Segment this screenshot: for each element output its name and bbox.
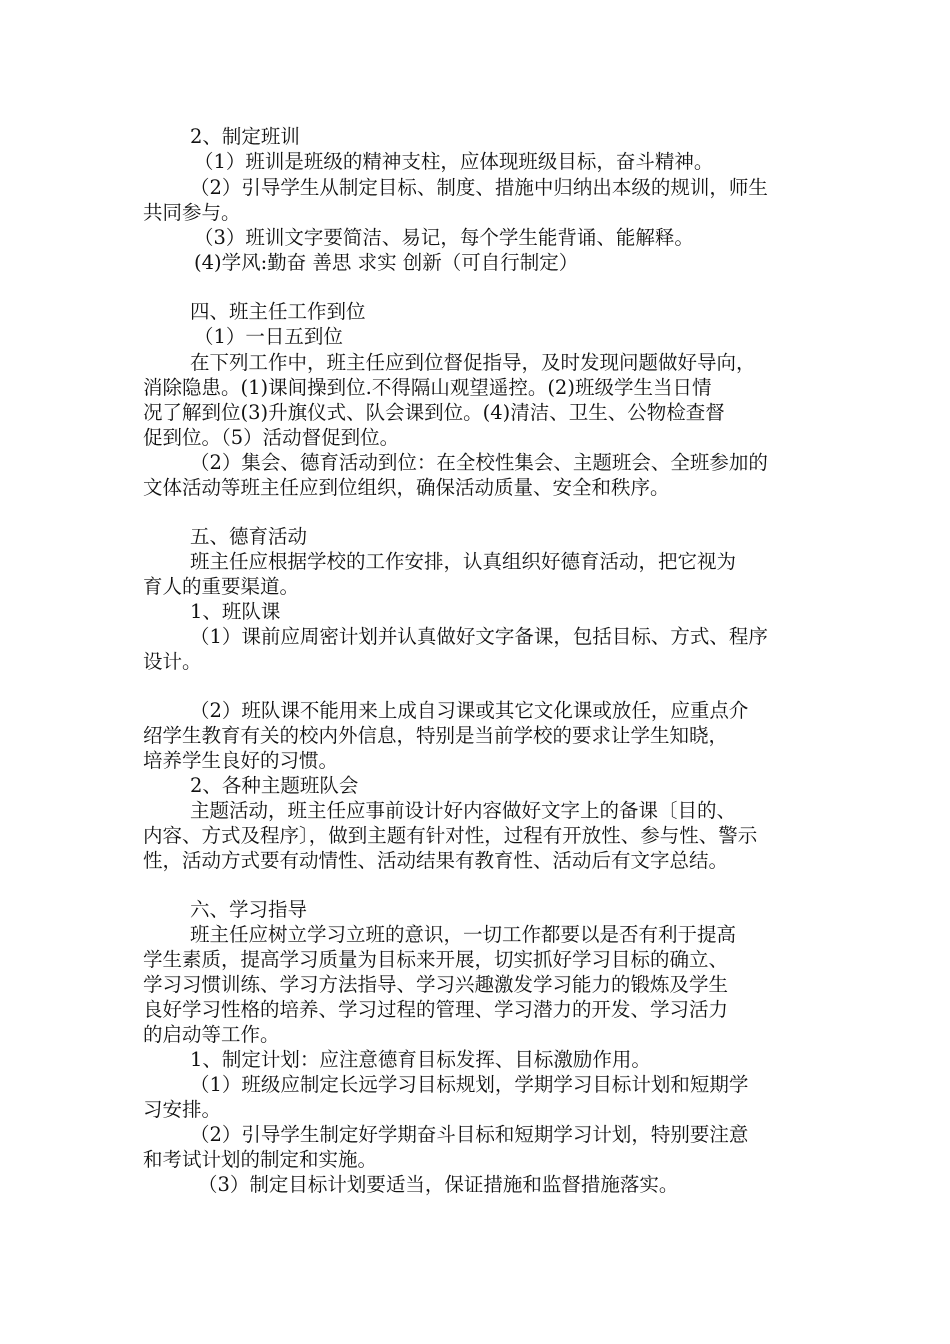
subheading-make-plan: 1、制定计划：应注意德育目标发挥、目标激励作用。: [190, 1048, 651, 1071]
paragraph-line: 内容、方式及程序〕，做到主题有针对性，过程有开放性、参与性、警示: [143, 824, 758, 847]
section-heading-4: 四、班主任工作到位: [190, 300, 366, 323]
section-heading-5: 五、德育活动: [190, 525, 308, 548]
paragraph-line: (4)学风:勤奋 善思 求实 创新（可自行制定）: [194, 251, 579, 274]
paragraph-line: 共同参与。: [143, 201, 241, 224]
paragraph-line: （2）集会、德育活动到位：在全校性集会、主题班会、全班参加的: [190, 451, 768, 474]
paragraph-line: 的启动等工作。: [143, 1023, 280, 1046]
paragraph-line: （1）班级应制定长远学习目标规划，学期学习目标计划和短期学: [190, 1073, 749, 1096]
paragraph-line: 培养学生良好的习惯。: [143, 749, 339, 772]
section-heading-6: 六、学习指导: [190, 898, 308, 921]
paragraph-line: 班主任应树立学习立班的意识，一切工作都要以是否有利于提高: [190, 923, 737, 946]
paragraph-line: （2）引导学生制定好学期奋斗目标和短期学习计划，特别要注意: [190, 1123, 749, 1146]
heading-class-motto: 2、制定班训: [190, 125, 300, 148]
paragraph-line: （1）一日五到位: [194, 325, 343, 348]
paragraph-line: （3）制定目标计划要适当，保证措施和监督措施落实。: [198, 1173, 679, 1196]
paragraph-line: 学习习惯训练、学习方法指导、学习兴趣激发学习能力的锻炼及学生: [143, 973, 729, 996]
paragraph-line: 况了解到位(3)升旗仪式、队会课到位。(4)清洁、卫生、公物检查督: [143, 401, 725, 424]
subheading-theme-meeting: 2、各种主题班队会: [190, 774, 359, 797]
paragraph-line: 性，活动方式要有动情性、活动结果有教育性、活动后有文字总结。: [143, 849, 729, 872]
paragraph-line: （3）班训文字要简洁、易记，每个学生能背诵、能解释。: [194, 226, 694, 249]
paragraph-line: 文体活动等班主任应到位组织，确保活动质量、安全和秩序。: [143, 476, 670, 499]
paragraph-line: （2）引导学生从制定目标、制度、措施中归纳出本级的规训，师生: [190, 176, 768, 199]
paragraph-line: 习安排。: [143, 1098, 222, 1121]
paragraph-line: （1）课前应周密计划并认真做好文字备课，包括目标、方式、程序: [190, 625, 768, 648]
paragraph-line: 绍学生教育有关的校内外信息，特别是当前学校的要求让学生知晓，: [143, 724, 729, 747]
paragraph-line: 良好学习性格的培养、学习过程的管理、学习潜力的开发、学习活力: [143, 998, 729, 1021]
paragraph-line: 育人的重要渠道。: [143, 575, 300, 598]
paragraph-line: （2）班队课不能用来上成自习课或其它文化课或放任，应重点介: [190, 699, 749, 722]
paragraph-line: 消除隐患。(1)课间操到位.不得隔山观望遥控。(2)班级学生当日情: [143, 376, 712, 399]
paragraph-line: 设计。: [143, 650, 202, 673]
subheading-class-lesson: 1、班队课: [190, 600, 281, 623]
paragraph-line: 和考试计划的制定和实施。: [143, 1148, 378, 1171]
paragraph-line: （1）班训是班级的精神支柱，应体现班级目标，奋斗精神。: [194, 150, 714, 173]
paragraph-line: 学生素质，提高学习质量为目标来开展，切实抓好学习目标的确立、: [143, 948, 729, 971]
paragraph-line: 主题活动，班主任应事前设计好内容做好文字上的备课〔目的、: [190, 799, 737, 822]
paragraph-line: 在下列工作中，班主任应到位督促指导，及时发现问题做好导向，: [190, 351, 756, 374]
paragraph-line: 班主任应根据学校的工作安排，认真组织好德育活动，把它视为: [190, 550, 737, 573]
paragraph-line: 促到位。（5）活动督促到位。: [143, 426, 400, 449]
